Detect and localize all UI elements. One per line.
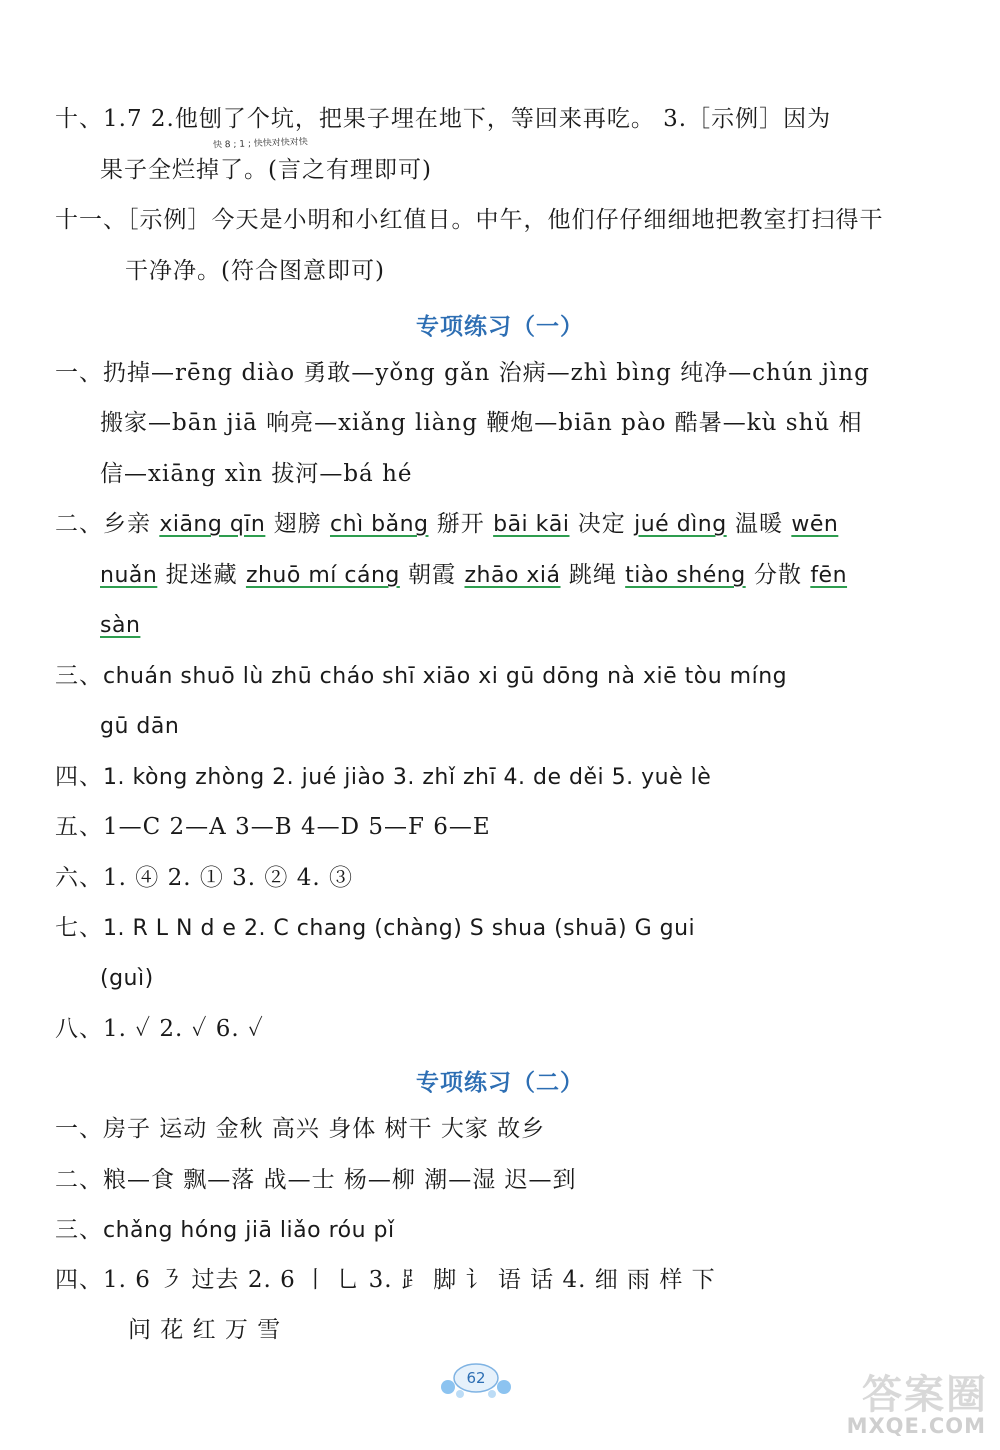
text: 二、乡亲: [55, 511, 160, 537]
label: 四、: [55, 764, 103, 790]
pinyin: zhāo xiá: [464, 563, 561, 588]
s1-q3-line-2: gū dān: [100, 714, 180, 739]
text: 决定: [569, 511, 635, 537]
pinyin: fēn: [810, 563, 848, 588]
label: 七、: [55, 915, 103, 941]
pinyin: zhuō mí cáng: [245, 563, 400, 588]
section-title-1: 专项练习（一）: [416, 313, 584, 340]
page-number: 62: [466, 1369, 486, 1387]
s1-q4: [55, 762, 910, 793]
pinyin: wēn: [791, 512, 839, 537]
s1-q5: 五、1—C 2—A 3—B 4—D 5—F 6—E: [55, 814, 491, 840]
s1-q1-line-2: 搬家—bān jiā 响亮—xiǎng liàng 鞭炮—biān pào 酷暑—kù shǔ 相: [100, 410, 863, 436]
s1-q7-line-1: [55, 913, 910, 944]
text: 翅膀: [265, 511, 330, 537]
watermark: [807, 1363, 992, 1438]
handwritten-scribble: 快 8 ; 1 ; 快快对快对快: [212, 137, 308, 151]
text: 掰开: [428, 511, 494, 537]
s1-q1-line-1: 一、扔掉—rēng diào 勇敢—yǒng gǎn 治病—zhì bìng 纯净—chún jìng: [55, 360, 870, 386]
text: 分散: [745, 562, 811, 588]
s2-q1: 一、房子 运动 金秋 高兴 身体 树干 大家 故乡: [55, 1116, 546, 1142]
s1-q6: 六、1. ④ 2. ① 3. ② 4. ③: [55, 865, 353, 891]
pinyin: chì bǎng: [329, 512, 429, 537]
s1-q8: 八、1. ✓ 2. ✓ 6. ✓: [55, 1016, 264, 1042]
s1-q2-line-1: [55, 509, 910, 540]
pinyin: 1. R L N d e 2. C chang (chàng) S shua (shuā) G gui: [103, 916, 696, 941]
watermark-logo: 答案圈: [862, 1372, 988, 1418]
text: 温暖: [726, 511, 792, 537]
pinyin: xiāng qīn: [159, 512, 266, 537]
pinyin: jué dìng: [634, 512, 727, 537]
s2-q4-line-1: 四、1. 6 ㇋ 过去 2. 6 丨 乚 3. ⻊ 脚 讠 语 话 4. 细 雨 样 下: [55, 1267, 716, 1293]
label: 三、: [55, 1217, 103, 1243]
section-title-2: 专项练习（二）: [416, 1069, 584, 1096]
q10-line-1: 十、1.7 2.他刨了个坑，把果子埋在地下，等回来再吃。 3.［示例］因为: [55, 106, 832, 132]
s1-q2-line-3: sàn: [100, 613, 141, 638]
q10-line-2: 果子全烂掉了。(言之有理即可): [100, 157, 432, 183]
pinyin: chuán shuō lù zhū cháo shī xiāo xi gū dōng nà xiē tòu míng: [103, 664, 788, 689]
page-number-badge: [438, 1360, 514, 1400]
pinyin: chǎng hóng jiā liǎo róu pǐ: [103, 1218, 395, 1243]
s2-q3: [55, 1215, 910, 1246]
pinyin: tiào shéng: [625, 563, 746, 588]
label: 三、: [55, 663, 103, 689]
s1-q7-line-2: (guì): [100, 966, 154, 991]
s1-q1-line-3: 信—xiāng xìn 拔河—bá hé: [100, 461, 413, 487]
s2-q2: 二、粮—食 飘—落 战—士 杨—柳 潮—湿 迟—到: [55, 1167, 577, 1193]
watermark-url: MXQE.COM: [846, 1414, 986, 1438]
s1-q2-line-2: [100, 560, 910, 591]
q11-line-2: 干净净。(符合图意即可): [125, 258, 385, 284]
pinyin: nuǎn: [100, 563, 158, 588]
text: 朝霞: [399, 562, 465, 588]
pinyin: 1. kòng zhòng 2. jué jiào 3. zhǐ zhī 4. de děi 5. yuè lè: [103, 765, 712, 790]
q11-line-1: 十一、［示例］今天是小明和小红值日。中午，他们仔仔细细地把教室打扫得干: [55, 207, 884, 233]
text: 捉迷藏: [157, 562, 246, 588]
text: 跳绳: [560, 562, 626, 588]
s1-q3-line-1: [55, 661, 910, 692]
pinyin: bāi kāi: [493, 512, 570, 537]
s2-q4-line-2: 问 花 红 万 雪: [128, 1317, 282, 1343]
